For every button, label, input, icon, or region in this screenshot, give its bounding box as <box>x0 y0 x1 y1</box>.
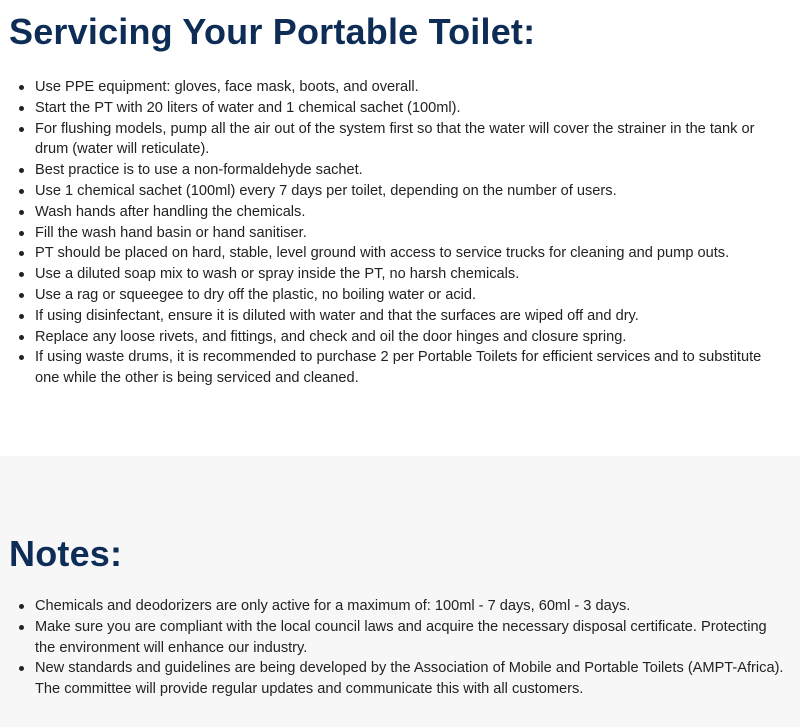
bullet-icon <box>19 355 24 360</box>
list-item-text: Fill the wash hand basin or hand sanitiser. <box>35 224 307 241</box>
bullet-icon <box>19 314 24 319</box>
list-item <box>18 98 788 119</box>
notes-section <box>0 456 800 727</box>
list-item <box>18 617 788 659</box>
list-item-text: Use a rag or squeegee to dry off the plastic, no boiling water or acid. <box>35 286 477 303</box>
list-item <box>18 285 788 306</box>
list-item <box>18 77 788 98</box>
list-item <box>18 181 788 202</box>
bullet-icon <box>19 604 24 609</box>
bullet-icon <box>19 335 24 340</box>
list-item <box>18 202 788 223</box>
list-item <box>18 306 788 327</box>
bullet-icon <box>19 625 24 630</box>
list-item-text: If using disinfectant, ensure it is diluted with water and that the surfaces are wiped off and dry. <box>35 307 639 324</box>
list-item <box>18 327 788 348</box>
list-item <box>18 658 788 700</box>
list-item-text: If using waste drums, it is recommended to purchase 2 per Portable Toilets for efficient services and to substitute one while the other is being serviced and cleaned. <box>35 349 762 387</box>
bullet-icon <box>19 85 24 90</box>
list-item <box>18 596 788 617</box>
list-item-text: Use a diluted soap mix to wash or spray inside the PT, no harsh chemicals. <box>35 266 520 283</box>
list-item-text: Use 1 chemical sachet (100ml) every 7 days per toilet, depending on the number of users. <box>35 182 617 199</box>
list-item-text: New standards and guidelines are being developed by the Association of Mobile and Portable Toilets (AMPT-Africa). The committee will provide regular updates and communicate this with all customers. <box>35 660 784 698</box>
list-item <box>18 347 788 389</box>
list-item-text: PT should be placed on hard, stable, level ground with access to service trucks for cleaning and pump outs. <box>35 245 730 262</box>
notes-list <box>18 596 788 700</box>
bullet-icon <box>19 231 24 236</box>
bullet-icon <box>19 127 24 132</box>
notes-title: Notes: <box>9 533 123 574</box>
bullet-icon <box>19 272 24 277</box>
bullet-icon <box>19 666 24 671</box>
list-item-text: Wash hands after handling the chemicals. <box>35 203 306 220</box>
list-item <box>18 223 788 244</box>
bullet-icon <box>19 189 24 194</box>
list-item-text: Use PPE equipment: gloves, face mask, boots, and overall. <box>35 79 419 95</box>
bullet-icon <box>19 106 24 111</box>
bullet-icon <box>19 251 24 256</box>
list-item-text: Best practice is to use a non-formaldehyde sachet. <box>35 162 363 179</box>
bullet-icon <box>19 293 24 298</box>
list-item <box>18 119 788 161</box>
servicing-list <box>18 77 788 389</box>
list-item-text: Start the PT with 20 liters of water and 1 chemical sachet (100ml). <box>35 99 461 116</box>
bullet-icon <box>19 210 24 215</box>
list-item <box>18 160 788 181</box>
list-item-text: Replace any loose rivets, and fittings, and check and oil the door hinges and closure spring. <box>35 328 627 345</box>
list-item-text: For flushing models, pump all the air out of the system first so that the water will cover the strainer in the tank or drum (water will reticulate). <box>35 120 755 158</box>
list-item <box>18 243 788 264</box>
list-item <box>18 264 788 285</box>
list-item-text: Make sure you are compliant with the local council laws and acquire the necessary disposal certificate. Protecting the environment will enhance our industry. <box>35 618 767 656</box>
list-item-text: Chemicals and deodorizers are only active for a maximum of: 100ml - 7 days, 60ml - 3 days. <box>35 598 631 614</box>
bullet-icon <box>19 168 24 173</box>
servicing-title: Servicing Your Portable Toilet: <box>9 11 536 52</box>
